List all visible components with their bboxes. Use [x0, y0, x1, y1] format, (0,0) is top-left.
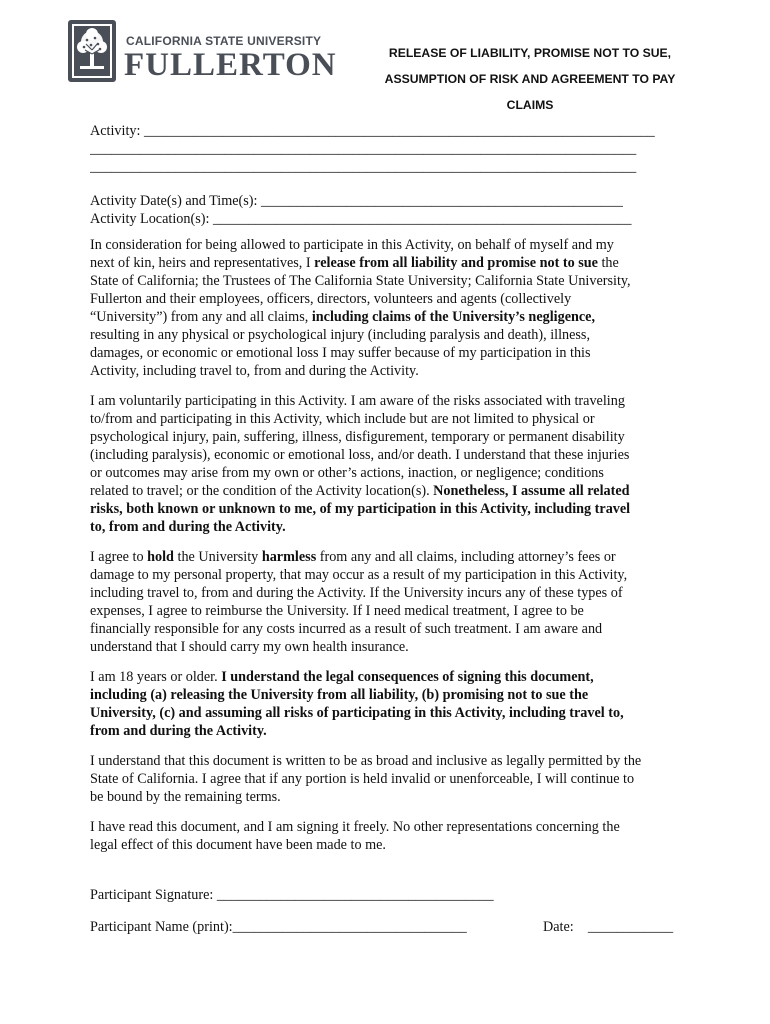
text: from any and all claims, including attorney’s fees or — [316, 549, 616, 565]
name-date-row — [90, 918, 690, 936]
text: I agree to — [90, 549, 148, 565]
activity-location-field[interactable] — [90, 210, 682, 228]
paragraph-line — [90, 788, 686, 806]
paragraph-line — [90, 668, 686, 686]
agreement-body — [90, 236, 686, 866]
text: (including paralysis), economic or emotional loss, and/or death. I understand that these injuries — [90, 447, 630, 463]
text: State of California. I agree that if any portion is held invalid or unenforceable, I will continue to — [90, 771, 635, 787]
activity-blank-line-1[interactable]: _____________________________________________________________________________ — [90, 141, 637, 157]
activity-datetime-field[interactable] — [90, 192, 682, 210]
paragraph-line — [90, 752, 686, 770]
paragraph-line — [90, 722, 686, 740]
hold-harmless-paragraph — [90, 548, 686, 656]
signature-section — [90, 886, 690, 936]
text: State of California; the Trustees of The California State University; California State University, — [90, 273, 631, 289]
text: including travel to, from and during the Activity. If the University incurs any of these types of — [90, 585, 623, 601]
bold-text: including claims of the University’s negligence, — [311, 309, 596, 325]
text: understand that I should carry my own health insurance. — [90, 639, 409, 655]
text: next of kin, heirs and representatives, I — [90, 255, 315, 271]
paragraph-line — [90, 602, 686, 620]
signature-label: Participant Signature: — [90, 887, 214, 903]
severability-paragraph — [90, 752, 686, 806]
text: I understand that this document is written to be as broad and inclusive as legally permitted by the — [90, 753, 642, 769]
date-field[interactable] — [543, 918, 673, 936]
paragraph-line — [90, 362, 686, 380]
paragraph-line — [90, 500, 686, 518]
title-line: RELEASE OF LIABILITY, PROMISE NOT TO SUE, — [388, 46, 672, 60]
document-title — [360, 40, 700, 118]
bold-text: from and during the Activity. — [90, 723, 267, 739]
text: legal effect of this document have been made to me. — [90, 837, 386, 853]
text: In consideration for being allowed to participate in this Activity, on behalf of myself and my — [90, 237, 614, 253]
paragraph-line — [90, 836, 686, 854]
bold-text: hold — [147, 549, 174, 565]
paragraph-line — [90, 770, 686, 788]
bold-text: release from all liability and promise not to sue — [314, 255, 598, 271]
activity-field[interactable] — [90, 122, 682, 140]
text: damage to my personal property, that may occur as a result of my participation in this Activity, — [90, 567, 628, 583]
text: be bound by the remaining terms. — [90, 789, 281, 805]
text: related to travel; or the condition of the Activity location(s). — [90, 483, 434, 499]
title-line: CLAIMS — [506, 98, 554, 112]
text: the — [597, 255, 619, 271]
signing-statement-paragraph — [90, 818, 686, 854]
text: damages, or economic or emotional loss I may suffer because of my participation in this — [90, 345, 591, 361]
logo-campus-name: FULLERTON — [124, 47, 337, 83]
paragraph-line — [90, 482, 686, 500]
activity-fields — [90, 122, 682, 228]
text: expenses, I agree to reimburse the University. If I need medical treatment, I agree to be — [90, 603, 584, 619]
paragraph-line — [90, 620, 686, 638]
activity-label: Activity: — [90, 123, 141, 139]
participant-name-label: Participant Name (print): — [90, 919, 233, 935]
paragraph-line — [90, 686, 686, 704]
logo-university-system: CALIFORNIA STATE UNIVERSITY — [126, 34, 322, 48]
text: the University — [173, 549, 262, 565]
signature-field[interactable] — [90, 886, 690, 904]
signature-blank[interactable]: _______________________________________ — [216, 887, 494, 903]
bold-text: to, from and during the Activity. — [90, 519, 286, 535]
paragraph-line — [90, 818, 686, 836]
paragraph-line — [90, 446, 686, 464]
date-label: Date: — [543, 919, 574, 935]
university-logo — [68, 20, 340, 84]
paragraph-line — [90, 290, 686, 308]
activity-datetime-blank[interactable]: ___________________________________________________ — [261, 193, 623, 209]
text: I have read this document, and I am signing it freely. No other representations concerning the — [90, 819, 620, 835]
paragraph-line — [90, 566, 686, 584]
bold-text: I understand the legal consequences of signing this document, — [221, 669, 594, 685]
activity-datetime-label: Activity Date(s) and Time(s): — [90, 193, 258, 209]
paragraph-line — [90, 638, 686, 656]
paragraph-line — [90, 428, 686, 446]
text: I am 18 years or older. — [90, 669, 222, 685]
text: Fullerton and their employees, officers, directors, volunteers and agents (collectively — [90, 291, 572, 307]
text: psychological injury, pain, suffering, illness, disfigurement, temporary or permanent disability — [90, 429, 625, 445]
paragraph-line — [90, 254, 686, 272]
paragraph-line — [90, 308, 686, 326]
paragraph-line — [90, 584, 686, 602]
activity-location-blank[interactable]: ___________________________________________________________ — [212, 211, 632, 227]
paragraph-line — [90, 548, 686, 566]
paragraph-line — [90, 326, 686, 344]
activity-blank-line-2[interactable]: _____________________________________________________________________________ — [90, 159, 637, 175]
bold-text: harmless — [261, 549, 317, 565]
paragraph-line — [90, 392, 686, 410]
participant-name-blank[interactable]: _________________________________ — [232, 919, 467, 935]
text: Activity, including travel to, from and during the Activity. — [90, 363, 419, 379]
bold-text: University, (c) and assuming all risks of participating in this Activity, including travel to, — [90, 705, 624, 721]
text: financially responsible for any costs incurred as a result of such treatment. I am aware and — [90, 621, 603, 637]
paragraph-line — [90, 704, 686, 722]
bold-text: Nonetheless, I assume all related — [433, 483, 630, 499]
paragraph-line — [90, 272, 686, 290]
activity-location-label: Activity Location(s): — [90, 211, 210, 227]
text: “University”) from any and all claims, — [90, 309, 312, 325]
paragraph-line — [90, 464, 686, 482]
bold-text: including (a) releasing the University from all liability, (b) promising not to sue the — [90, 687, 589, 703]
age-acknowledgement-paragraph — [90, 668, 686, 740]
paragraph-line — [90, 236, 686, 254]
tree-seal-icon — [68, 20, 116, 82]
date-blank[interactable]: ____________ — [587, 919, 674, 935]
release-paragraph — [90, 236, 686, 380]
title-line: ASSUMPTION OF RISK AND AGREEMENT TO PAY — [384, 72, 676, 86]
text: I am voluntarily participating in this Activity. I am aware of the risks associated with traveling — [90, 393, 625, 409]
activity-blank[interactable]: ________________________________________________________________________ — [144, 123, 655, 139]
assumption-of-risk-paragraph — [90, 392, 686, 536]
paragraph-line — [90, 410, 686, 428]
paragraph-line — [90, 518, 686, 536]
text: or outcomes may arise from my own or other’s actions, inaction, or negligence; conditions — [90, 465, 604, 481]
text: to/from and participating in this Activity, which include but are not limited to physical or — [90, 411, 595, 427]
bold-text: risks, both known or unknown to me, of my participation in this Activity, including travel — [90, 501, 631, 517]
paragraph-line — [90, 344, 686, 362]
text: resulting in any physical or psychological injury (including paralysis and death), illness, — [90, 327, 591, 343]
